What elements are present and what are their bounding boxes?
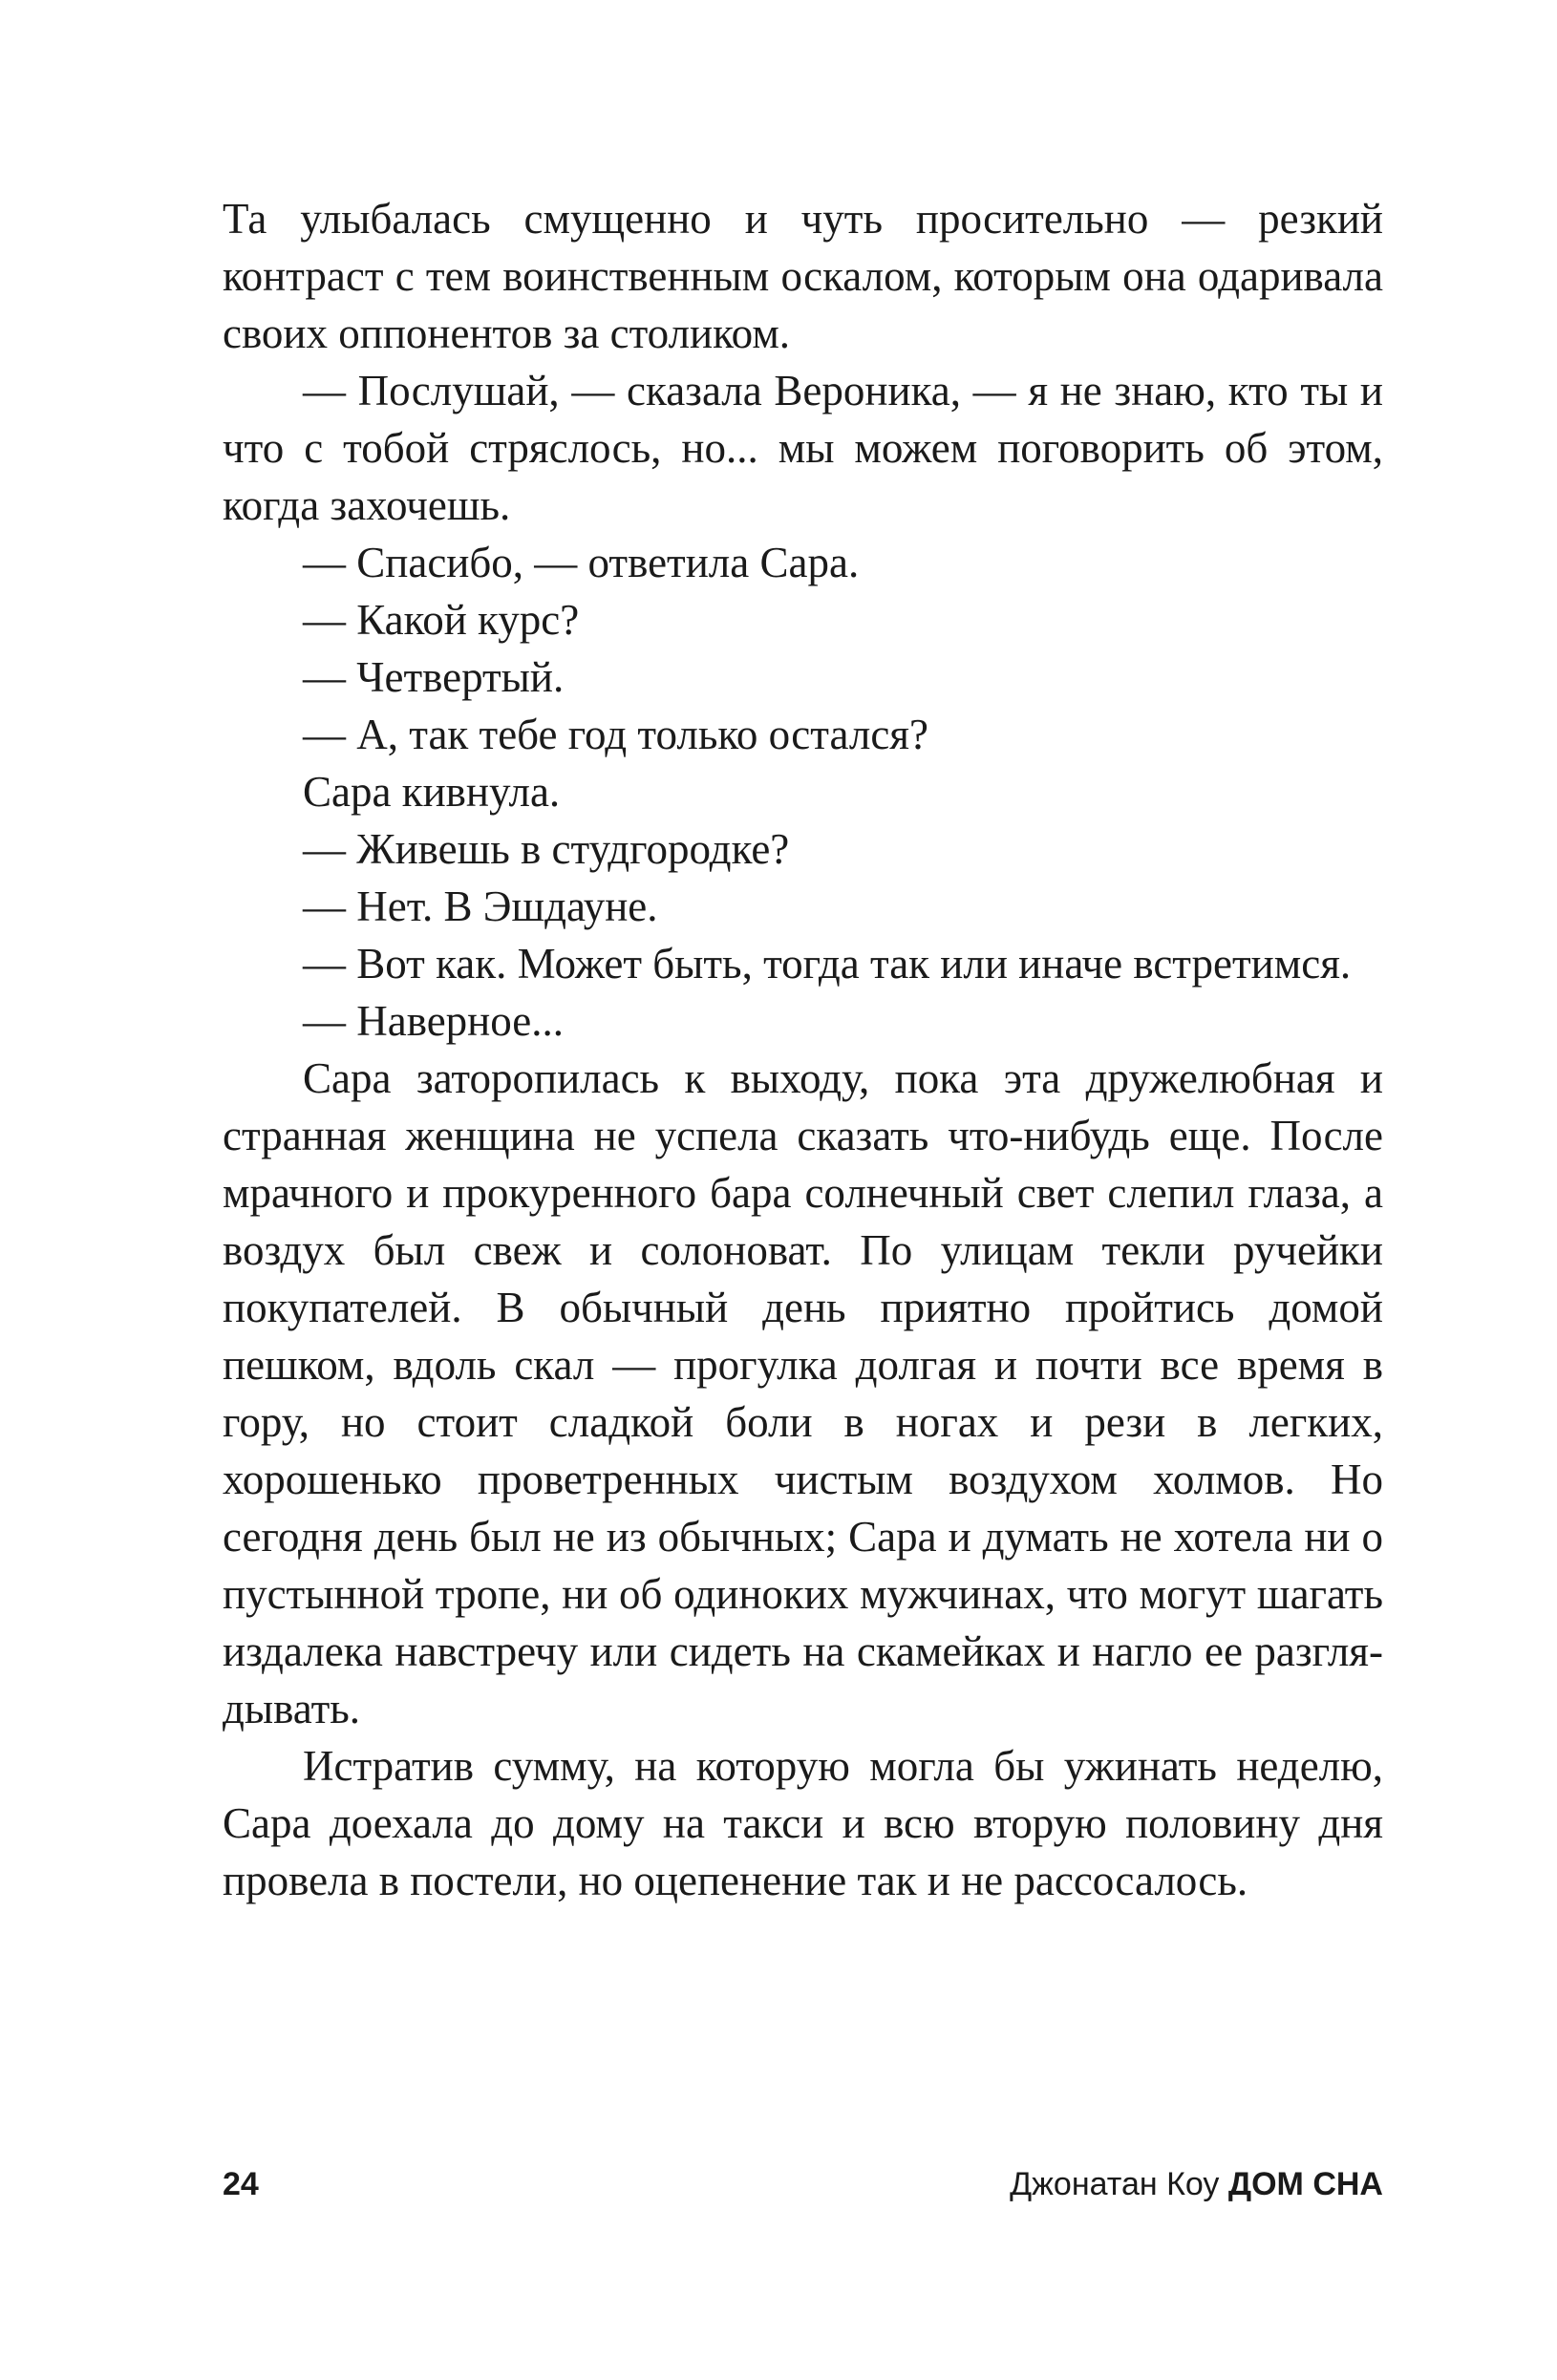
paragraph: — Живешь в студгородке? — [303, 825, 790, 873]
paragraph: — Наверное... — [303, 997, 565, 1045]
paragraph: Сара заторопилась к выходу, пока эта дружелюбная и странная женщина не успела сказать что-нибудь еще. После мрачного и прокуренного бара солнечный свет слепил глаза, а воздух был свеж и солоноват. По улицам текли ручейки покупателей. В обычный день приятно пройтись домой пешком, вдоль скал — прогулка долгая и почти все время в гору, но стоит сладкой боли в ногах и рези в легких, хорошенько проветренных чистым воздухом холмов. Но сегодня день был не из обычных; Сара и думать не хотела ни о пустынной тропе, ни об одиноких мужчинах, что могут шагать издалека навстречу или сидеть на скамейках и нагло ее разглядывать. — [223, 1054, 1383, 1732]
paragraph: — Четвертый. — [303, 653, 565, 701]
paragraph: — Какой курс? — [303, 596, 580, 644]
paragraph: — Послушай, — сказала Вероника, — я не знаю, кто ты и что с тобой стряслось, но... мы можем поговорить об этом, когда захочешь. — [223, 367, 1383, 529]
paragraph: Истратив сумму, на которую могла бы ужинать неделю, Сара доехала до дому на такси и всю вторую половину дня провела в постели, но оцепенение так и не рассосалось. — [223, 1742, 1383, 1904]
page-number: 24 — [223, 2166, 259, 2202]
paragraph: — Вот как. Может быть, тогда так или иначе встретимся. — [303, 940, 1352, 988]
paragraph: Та улыбалась смущенно и чуть просительно — резкий контраст с тем воинственным оскалом, которым она одаривала своих оппонентов за столиком. — [223, 195, 1383, 357]
running-head — [1010, 2166, 1383, 2203]
paragraph: Сара кивнула. — [303, 768, 561, 816]
body-text — [223, 190, 1383, 1909]
running-head-title: ДОМ СНА — [1227, 2166, 1383, 2202]
paragraph: — Нет. В Эшдауне. — [303, 882, 658, 930]
running-head-author: Джонатан Коу — [1010, 2166, 1220, 2202]
page-footer — [223, 2166, 1383, 2214]
paragraph: — А, так тебе год только остался? — [303, 711, 928, 758]
paragraph: — Спасибо, — ответила Сара. — [303, 539, 860, 586]
